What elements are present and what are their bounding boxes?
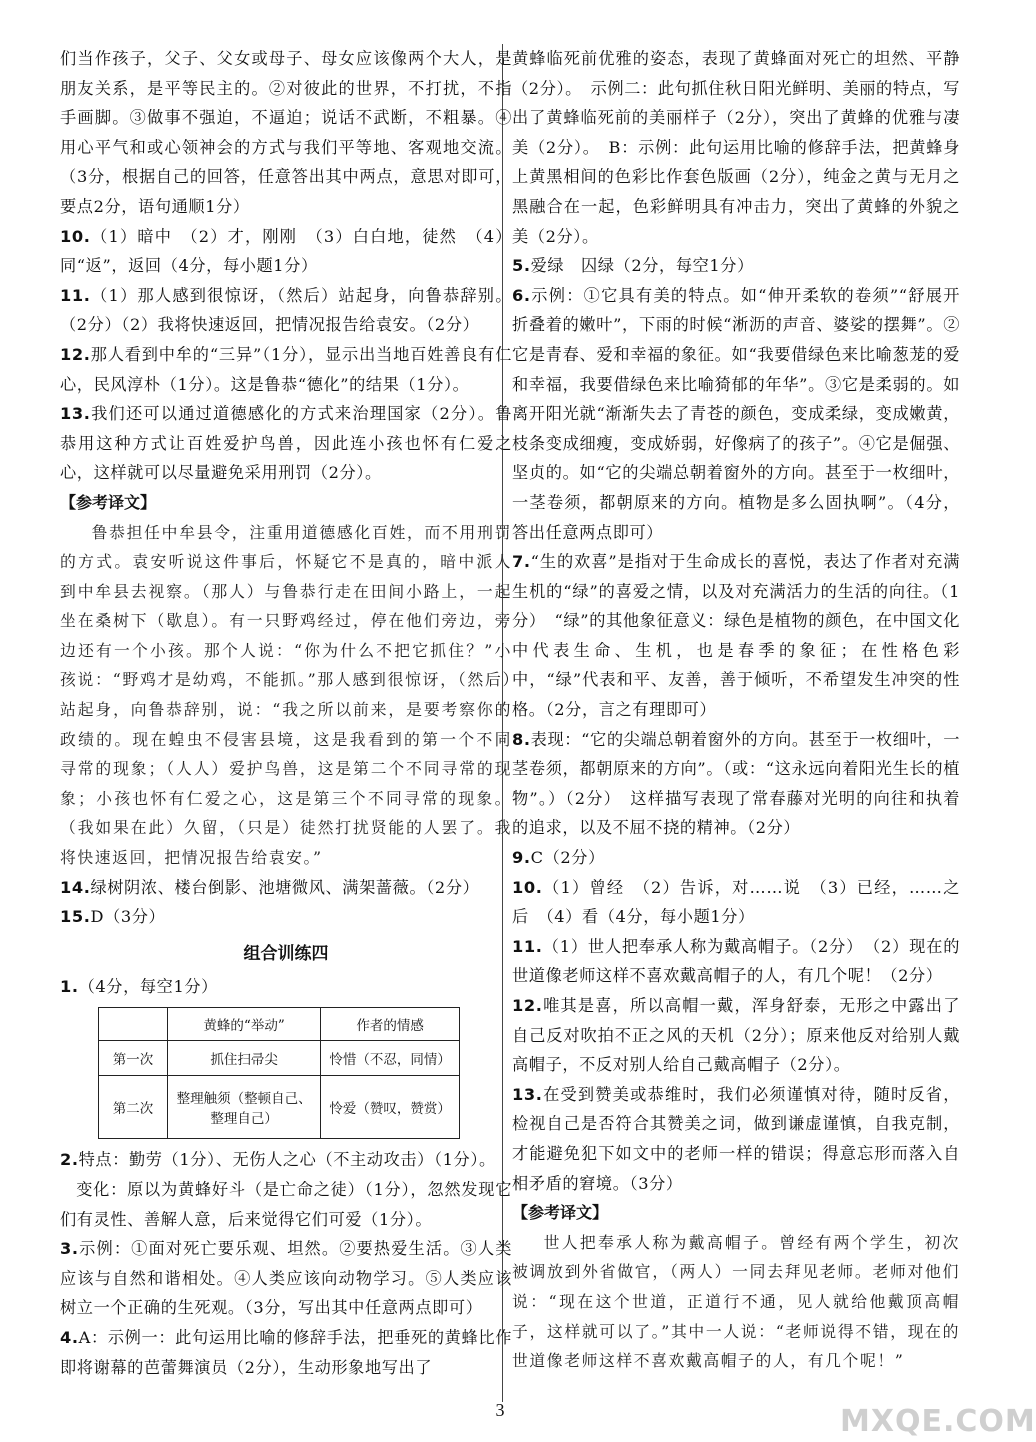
question-number: 13.: [512, 1084, 543, 1104]
right-column: [512, 44, 960, 1376]
answer-text: 唯其是喜，所以高帽一戴，浑身舒泰，无形之中露出了自己反对吹拍不正之风的天机（2分）；原来他反对给别人戴高帽子，不反对别人给自己戴高帽子（2分）。: [512, 996, 960, 1075]
answer-text: 特点：勤劳（1分）、无伤人之心（不主动攻击）（1分）。: [78, 1150, 496, 1170]
answer-table: [98, 1007, 460, 1139]
answer-10: [60, 222, 512, 281]
table-cell: [168, 1076, 321, 1139]
question-number: 6.: [512, 285, 531, 305]
answer-text: C（2分）: [530, 848, 605, 868]
answer-13b: [512, 1080, 960, 1198]
answer-text: （1）曾经 （2）告诉，对……说 （3）已经，……之后 （4）看（4分，每小题1分）: [512, 877, 960, 927]
answer-text: 表现：“它的尖端总朝着窗外的方向。甚至于一枚细叶，一茎卷须，都朝原来的方向”。（或：“这永远向着阳光生长的植物”。）（2分） 这样描写表现了常春藤对光明的向往和执着的追求，以及不屈不挠的精神。（2分）: [512, 729, 960, 838]
question-number: 4.: [60, 1327, 79, 1347]
answer-13: [60, 399, 512, 488]
table-cell: 抓住扫帚尖: [168, 1041, 321, 1076]
question-number: 11.: [60, 285, 91, 305]
left-column: [60, 44, 512, 1382]
table-corner-cell: [99, 1008, 168, 1041]
answer-10b: [512, 873, 960, 932]
answer-11b: [512, 932, 960, 991]
translation-text: 鲁恭担任中牟县令，注重用道德感化百姓，而不用刑罚的方式。袁安听说这件事后，怀疑它不是真的，暗中派人到中牟县去视察。（那人）与鲁恭行走在田间小路上，一起坐在桑树下（歇息）。有一只野鸡经过，停在他们旁边，旁边还有一个小孩。那个人说：“你为什么不把它抓住？”小孩说：“野鸡才是幼鸡，不能抓。”那人感到很惊讶，（然后）站起身，向鲁恭辞别，说：“我之所以前来，是要考察你的政绩的。现在蝗虫不侵害县境，这是我看到的第一个不同寻常的现象；（人人）爱护鸟兽，这是第二个不同寻常的现象；小孩也怀有仁爱之心，这是第三个不同寻常的现象。（我如果在此）久留，（只是）徒然打扰贤能的人罢了。我将快速返回，把情况报告给袁安。”: [60, 522, 512, 868]
table-row: [99, 1076, 460, 1139]
answer-text: （1）暗中 （2）才，刚刚 （3）白白地，徒然 （4）同“返”，返回（4分，每小题1分）: [60, 226, 512, 276]
answer-g4: [60, 1323, 512, 1382]
answer-12: [60, 340, 512, 399]
question-number: 10.: [60, 226, 91, 246]
answer-text: 示例：①它具有美的特点。如“伸开柔软的卷须”“舒展开折叠着的嫩叶”，下雨的时候“淅沥的声音、婆娑的摆舞”。②它是青春、爱和幸福的象征。如“我要借绿色来比喻葱茏的爱和幸福，我要借绿色来比喻猗郁的年华”。③它是柔弱的。如离开阳光就“渐渐失去了青苍的颜色，变成柔绿，变成嫩黄，枝条变成细瘦，变成娇弱，好像病了的孩子”。④它是倔强、坚贞的。如“它的尖端总朝着窗外的方向。甚至于一枚细叶，一茎卷须，都朝原来的方向。植物是多么固执啊”。（4分，答出任意两点即可）: [512, 285, 960, 542]
question-number: 11.: [512, 936, 543, 956]
answer-15: [60, 902, 512, 932]
question-number: 8.: [512, 729, 531, 749]
question-number: 7.: [512, 552, 531, 572]
table-cell-line: 整理触须（整顿自己、: [176, 1091, 312, 1108]
translation-heading: 【参考译文】: [60, 492, 157, 512]
table-cell: 第一次: [99, 1041, 168, 1076]
answer-text: 示例：①面对死亡要乐观、坦然。②要热爱生活。③人类应该与自然和谐相处。④人类应该向动物学习。⑤人类应该树立一个正确的生死观。（3分，写出其中任意两点即可）: [60, 1239, 512, 1318]
answer-14: [60, 873, 512, 903]
table-header-row: [99, 1008, 460, 1041]
table-header-cell: 作者的情感: [321, 1008, 460, 1041]
answer-g3: [60, 1234, 512, 1323]
question-number: 15.: [60, 907, 91, 927]
answer-g2: [60, 1145, 512, 1175]
watermark: MXQE.COM: [840, 1404, 1036, 1439]
answer-4-continuation: 黄蜂临死前优雅的姿态，表现了黄蜂面对死亡的坦然、平静（2分）。 示例二：此句抓住秋日阳光鲜明、美丽的特点，写出了黄蜂临死前的美丽样子（2分），突出了黄蜂的优雅与凄美（2分）。 B：示例：此句运用比喻的修辞手法，把黄蜂身上黄黑相间的色彩比作套色版画（2分），纯金之黄与无月之黑融合在一起，色彩鲜明具有冲击力，突出了黄蜂的外貌之美（2分）。: [512, 49, 960, 246]
answer-text: 我们还可以通过道德感化的方式来治理国家（2分）。鲁恭用这种方式让百姓爱护鸟兽，因此连小孩也怀有仁爱之心，这样就可以尽量避免采用刑罚（2分）。: [60, 404, 512, 483]
question-number: 12.: [60, 344, 91, 364]
answer-11: [60, 281, 512, 340]
answer-6: [512, 281, 960, 547]
table-cell: 第二次: [99, 1076, 168, 1139]
answer-9: [512, 843, 960, 873]
table-cell: 怜爱（赞叹，赞赏）: [321, 1076, 460, 1139]
answer-5: [512, 251, 960, 281]
answer-8: [512, 725, 960, 843]
question-number: 1.: [60, 976, 79, 996]
table-header-cell: 黄蜂的“举动”: [168, 1008, 321, 1041]
answer-text: 在受到赞美或恭维时，我们必须谨慎对待，随时反省，检视自己是否符合其赞美之词，做到谦虚谨慎，自我克制，才能避免犯下如文中的老师一样的错误；得意忘形而落入自相矛盾的窘境。（3分）: [512, 1084, 960, 1193]
question-number: 10.: [512, 877, 543, 897]
translation-text: 世人把奉承人称为戴高帽子。曾经有两个学生，初次被调放到外省做官，（两人）一同去拜见老师。老师对他们说：“现在这个世道，正道行不通，见人就给他戴顶高帽子，这样就可以了。”其中一人说：“老师说得不错，现在的世道像老师这样不喜欢戴高帽子的人，有几个呢！”: [512, 1232, 960, 1371]
section-title: 组合训练四: [243, 943, 329, 964]
answer-text: 绿树阴浓、楼台倒影、池塘微风、满架蔷薇。（2分）: [90, 877, 480, 897]
answer-7: [512, 547, 960, 725]
page-number: 3: [495, 1400, 505, 1420]
answer-text: “生的欢喜”是指对于生命成长的喜悦，表达了作者对充满生机的“绿”的喜爱之情，以及对充满活力的生活的向往。（1分） “绿”的其他象征意义：绿色是植物的颜色，在中国文化中代表生命、生机，也是春季的象征；在性格色彩中，“绿”代表和平、友善，善于倾听，不希望发生冲突的性格。（2分，言之有理即可）: [512, 552, 960, 720]
question-number: 2.: [60, 1150, 79, 1170]
answer-g2-change: 变化：原以为黄蜂好斗（是亡命之徒）（1分），忽然发现它们有灵性、善解人意，后来觉得它们可爱（1分）。: [60, 1180, 512, 1229]
answer-text: A：示例一：此句运用比喻的修辞手法，把垂死的黄蜂比作即将谢幕的芭蕾舞演员（2分），生动形象地写出了: [60, 1327, 512, 1377]
answer-text: （1）那人感到很惊讶，（然后）站起身，向鲁恭辞别。（2分）（2）我将快速返回，把情况报告给袁安。（2分）: [60, 285, 512, 335]
answer-text: 爱绿 囚绿（2分，每空1分）: [530, 256, 754, 276]
question-number: 3.: [60, 1239, 79, 1259]
answer-text: （1）世人把奉承人称为戴高帽子。（2分） （2）现在的世道像老师这样不喜欢戴高帽子的人，有几个呢！（2分）: [512, 936, 960, 986]
question-number: 13.: [60, 404, 91, 424]
table-row: [99, 1041, 460, 1076]
answer-text: （4分，每空1分）: [78, 976, 218, 996]
answer-text: D（3分）: [90, 907, 166, 927]
translation-heading: 【参考译文】: [512, 1203, 609, 1223]
answer-g1: [60, 972, 512, 1002]
question-number: 5.: [512, 256, 531, 276]
answer-12b: [512, 991, 960, 1080]
question-number: 14.: [60, 877, 91, 897]
table-cell-line: 整理自己）: [210, 1111, 278, 1128]
answer-text: 那人看到中牟的“三异”（1分），显示出当地百姓善良有仁心，民风淳朴（1分）。这是鲁恭“德化”的结果（1分）。: [60, 344, 512, 394]
answer-continuation: 们当作孩子，父子、父女或母子、母女应该像两个大人，是朋友关系，是平等民主的。②对彼此的世界，不打扰，不指手画脚。③做事不强迫，不逼迫；说话不武断，不粗暴。④用心平气和或心领神会的方式与我们平等地、客观地交流。（3分，根据自己的回答，任意答出其中两点，意思对即可，要点2分，语句通顺1分）: [60, 49, 512, 216]
table-cell: 怜惜（不忍，同情）: [321, 1041, 460, 1076]
question-number: 12.: [512, 996, 543, 1015]
question-number: 9.: [512, 848, 531, 868]
